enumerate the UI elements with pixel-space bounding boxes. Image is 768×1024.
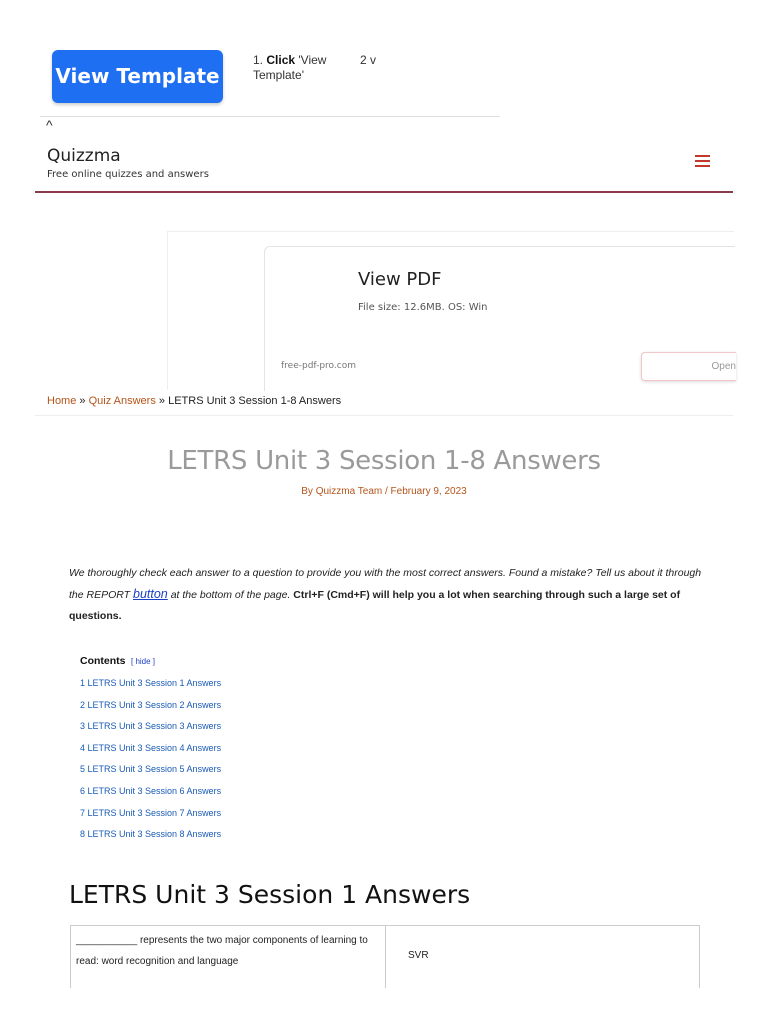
toc-item-4[interactable]: 4 LETRS Unit 3 Session 4 Answers: [80, 742, 222, 753]
breadcrumb: [47, 395, 341, 407]
toc-item-1[interactable]: 1 LETRS Unit 3 Session 1 Answers: [80, 678, 222, 688]
ad-step-1-number: 1.: [253, 53, 264, 67]
qa-table: [70, 925, 700, 988]
contents-hide-toggle[interactable]: [ hide ]: [131, 657, 156, 666]
breadcrumb-divider: [35, 415, 733, 416]
report-button-link[interactable]: button: [133, 587, 168, 601]
site-tagline: Free online quizzes and answers: [47, 169, 209, 180]
toc-item-6[interactable]: 6 LETRS Unit 3 Session 6 Answers: [80, 785, 222, 796]
section-heading: LETRS Unit 3 Session 1 Answers: [69, 880, 471, 909]
toc-item-7[interactable]: 7 LETRS Unit 3 Session 7 Answers: [80, 807, 222, 818]
breadcrumb-separator: »: [79, 395, 86, 407]
pdf-ad-file-info: File size: 12.6MB. OS: Win: [358, 302, 488, 313]
toc-item-5[interactable]: 5 LETRS Unit 3 Session 5 Answers: [80, 764, 222, 775]
toc-item-8[interactable]: 8 LETRS Unit 3 Session 8 Answers: [80, 829, 222, 840]
article-byline[interactable]: By Quizzma Team / February 9, 2023: [301, 486, 467, 497]
ad-step-1-bold: Click: [266, 53, 296, 67]
ad-step-1: [253, 53, 343, 83]
toc-item-3[interactable]: 3 LETRS Unit 3 Session 3 Answers: [80, 721, 222, 732]
ad-step-2: 2 v: [360, 53, 377, 67]
toc-item-2[interactable]: 2 LETRS Unit 3 Session 2 Answers: [80, 699, 222, 710]
header-divider: [35, 191, 733, 193]
qa-answer-cell: SVR: [408, 950, 429, 961]
intro-bold: Ctrl+F (Cmd+F) will help you a lot when searching through such a large set of questions.: [69, 589, 681, 622]
breadcrumb-current: LETRS Unit 3 Session 1-8 Answers: [168, 395, 342, 407]
hamburger-menu-icon[interactable]: [695, 155, 710, 169]
intro-italic-2: at the bottom of the page.: [170, 589, 291, 601]
site-title[interactable]: Quizzma: [47, 146, 121, 166]
pdf-ad-title: View PDF: [358, 269, 442, 290]
pdf-ad: [167, 231, 734, 390]
collapse-caret-icon[interactable]: ^: [46, 117, 53, 133]
breadcrumb-home[interactable]: Home: [47, 395, 77, 407]
breadcrumb-separator: »: [158, 395, 166, 407]
pdf-ad-card[interactable]: [264, 246, 735, 391]
ad-step-1-text: 'View Template': [253, 53, 327, 82]
page-title: LETRS Unit 3 Session 1-8 Answers: [167, 446, 601, 476]
table-of-contents: [80, 678, 221, 851]
intro-italic-1: We thoroughly check each answer to a question to provide you with the most correct answers. Found a mistake? Tell us about it through the REPORT: [69, 567, 702, 601]
qa-question-cell: ___________ represents the two major components of learning to read: word recognition and language: [71, 926, 386, 988]
pdf-open-button[interactable]: Open: [641, 352, 736, 381]
breadcrumb-quiz-answers[interactable]: Quiz Answers: [88, 395, 156, 407]
ad-divider: [40, 116, 500, 117]
pdf-ad-domain: free-pdf-pro.com: [281, 361, 356, 371]
contents-heading: Contents: [80, 655, 126, 667]
ad-banner: [0, 0, 500, 133]
intro-paragraph: [69, 563, 709, 627]
view-template-button[interactable]: View Template: [52, 50, 223, 103]
